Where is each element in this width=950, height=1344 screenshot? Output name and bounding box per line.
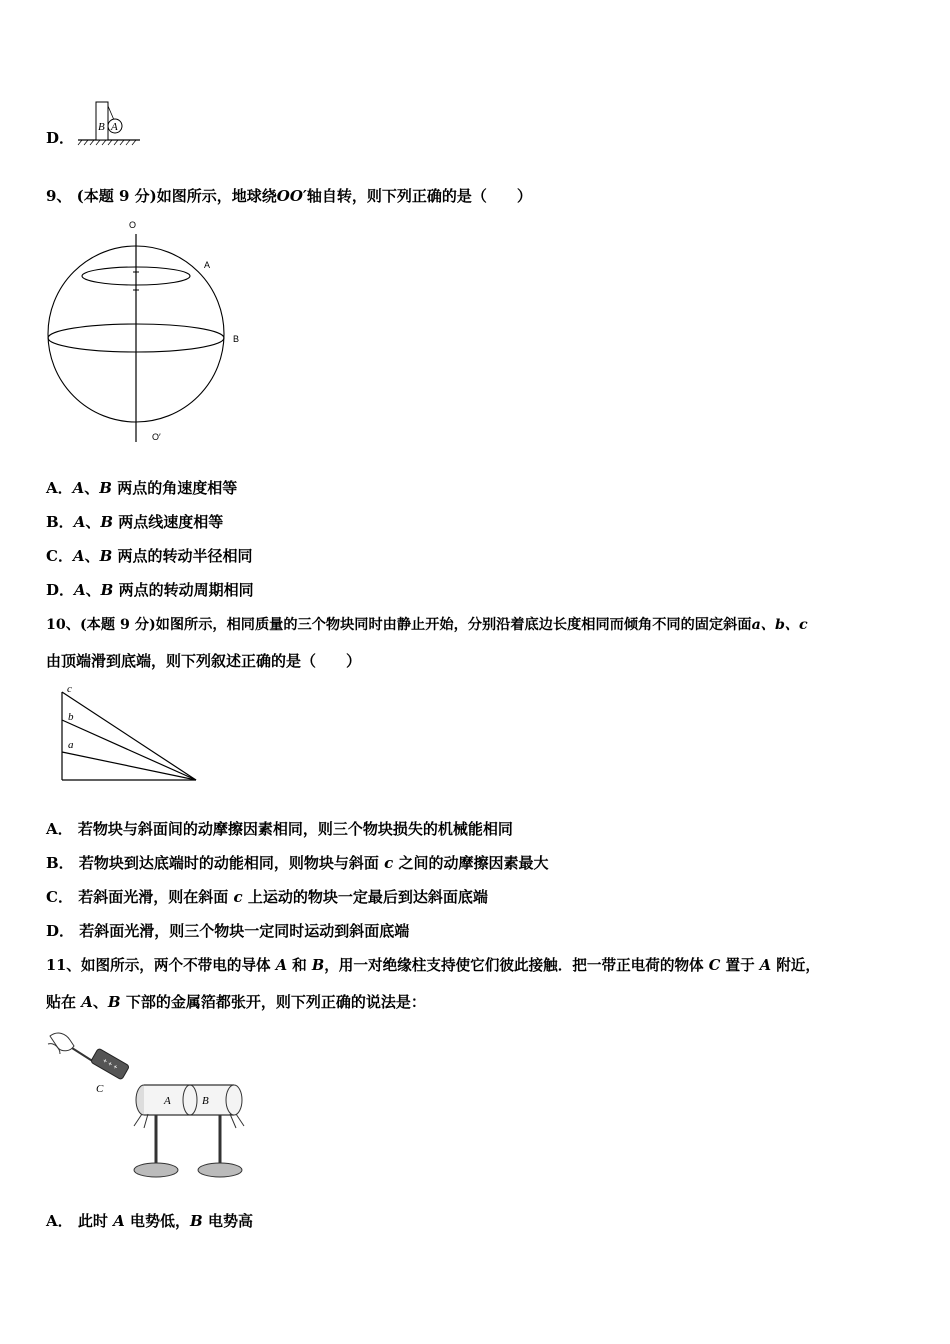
option-text: 此时 [77, 1212, 108, 1230]
var-b: B [100, 513, 114, 531]
question-text: (本题 9 分)如图所示，地球绕 [76, 187, 277, 205]
conductor-b-label: B [202, 1095, 209, 1107]
q10-option-c[interactable] [46, 887, 488, 907]
option-text-end: 上运动的物块一定最后到达斜面底端 [247, 888, 488, 906]
axis-top-label: O [129, 220, 137, 230]
separator: 、 [84, 479, 100, 497]
separator: 、 [84, 547, 100, 565]
question-text: (本题 9 分)如图所示，相同质量的三个物块同时由静止开始，分别沿着底边长度相同而倾角不同的固定斜面 [79, 617, 752, 633]
option-letter: D． [46, 129, 75, 147]
var-a: A [759, 957, 772, 974]
option-letter: D． [46, 922, 75, 940]
slope-a-label: a [68, 739, 74, 751]
slope-c-label: c [67, 683, 72, 695]
q8-option-d[interactable] [46, 128, 74, 148]
var-a: A [72, 547, 85, 565]
axis-bottom-label: O′ [152, 432, 161, 442]
q10-stem-line2 [46, 651, 361, 671]
question-text: 由顶端滑到底端，则下列叙述正确的是（ ） [46, 652, 362, 670]
conductor-a-label: A [164, 1095, 171, 1107]
option-text: 若物块到达底端时的动能相同，则物块与斜面 [78, 854, 379, 872]
q8-circle-label: A [111, 121, 118, 133]
option-letter: D． [46, 581, 75, 599]
question-number: 11、 [46, 957, 81, 974]
point-b-label: B [233, 334, 240, 344]
question-number: 10、 [46, 617, 80, 633]
q9-stem [46, 186, 532, 206]
var-a: A [73, 513, 86, 531]
var-b: B [99, 547, 113, 565]
option-text: 两点的角速度相等 [117, 479, 238, 497]
q8-option-d-figure [74, 98, 144, 148]
q10-stem-line1 [46, 615, 808, 635]
option-text: 两点的转动周期相同 [118, 581, 254, 599]
axis-label: OO′ [276, 187, 307, 205]
option-letter: C． [46, 888, 73, 906]
q10-option-b[interactable] [46, 853, 549, 873]
option-letter: A． [46, 479, 73, 497]
var-b: B [100, 581, 114, 599]
q9-earth-figure [40, 214, 260, 450]
option-text: 若物块与斜面间的动摩擦因素相同，则三个物块损失的机械能相同 [77, 820, 513, 838]
option-text-end: 之间的动摩擦因素最大 [398, 854, 549, 872]
text-seg: ，用一对绝缘柱支持使它们彼此接触．把一带正电荷的物体 [324, 957, 704, 974]
q8-block-label: B [98, 121, 105, 133]
option-text: 两点线速度相等 [118, 513, 224, 531]
q10-option-a[interactable] [46, 819, 513, 839]
q9-option-b[interactable] [46, 512, 223, 532]
text-seg: 附近， [776, 957, 820, 974]
option-text-end: 电势高 [207, 1212, 253, 1230]
point-a-label: A [204, 260, 211, 270]
var-c: c [384, 854, 394, 872]
var-a: A [275, 957, 288, 974]
question-text-end: 轴自转，则下列正确的是（ ） [306, 187, 532, 205]
var-a: A [113, 1212, 125, 1230]
separator: 、 [85, 513, 101, 531]
var-c: c [233, 888, 243, 906]
var-a: A [74, 581, 86, 599]
option-letter: C． [46, 547, 73, 565]
question-number: 9、 [46, 187, 72, 205]
option-text: 两点的转动半径相同 [117, 547, 253, 565]
var-a: A [81, 993, 93, 1011]
option-letter: B． [46, 513, 74, 531]
option-letter: B． [46, 854, 74, 872]
text-seg: 如图所示，两个不带电的导体 [80, 957, 271, 974]
option-text: 若斜面光滑，则在斜面 [78, 888, 229, 906]
q11-conductors-figure [44, 1026, 254, 1186]
text-seg: 贴在 [46, 993, 77, 1011]
option-letter: A． [46, 820, 73, 838]
text-seg: 和 [292, 957, 307, 974]
q9-option-a[interactable] [46, 478, 237, 498]
q11-stem-line2 [46, 992, 426, 1012]
slope-vars: a、b、c [751, 617, 808, 633]
var-a: A [72, 479, 85, 497]
var-b: B [311, 957, 325, 974]
option-letter: A． [46, 1212, 73, 1230]
var-c: C [708, 957, 721, 974]
q11-stem-line1 [46, 956, 820, 976]
q9-option-d[interactable] [46, 580, 254, 600]
text-seg: 置于 [725, 957, 755, 974]
option-text: 若斜面光滑，则三个物块一定同时运动到斜面底端 [79, 922, 410, 940]
q10-slopes-figure [56, 682, 206, 786]
text-seg: 下部的金属箔都张开，则下列正确的说法是： [125, 993, 426, 1011]
var-b: B [107, 993, 121, 1011]
option-text: 电势低， [130, 1212, 191, 1230]
q10-option-d[interactable] [46, 921, 409, 941]
slope-b-label: b [68, 711, 74, 723]
charged-rod-label: C [96, 1083, 104, 1095]
svg-text:+ + +: + + + [101, 1057, 119, 1072]
q11-option-a[interactable] [46, 1211, 253, 1231]
var-b: B [99, 479, 112, 497]
separator: 、 [85, 581, 101, 599]
var-b: B [190, 1212, 203, 1230]
q9-option-c[interactable] [46, 546, 253, 566]
separator: 、 [92, 993, 108, 1011]
